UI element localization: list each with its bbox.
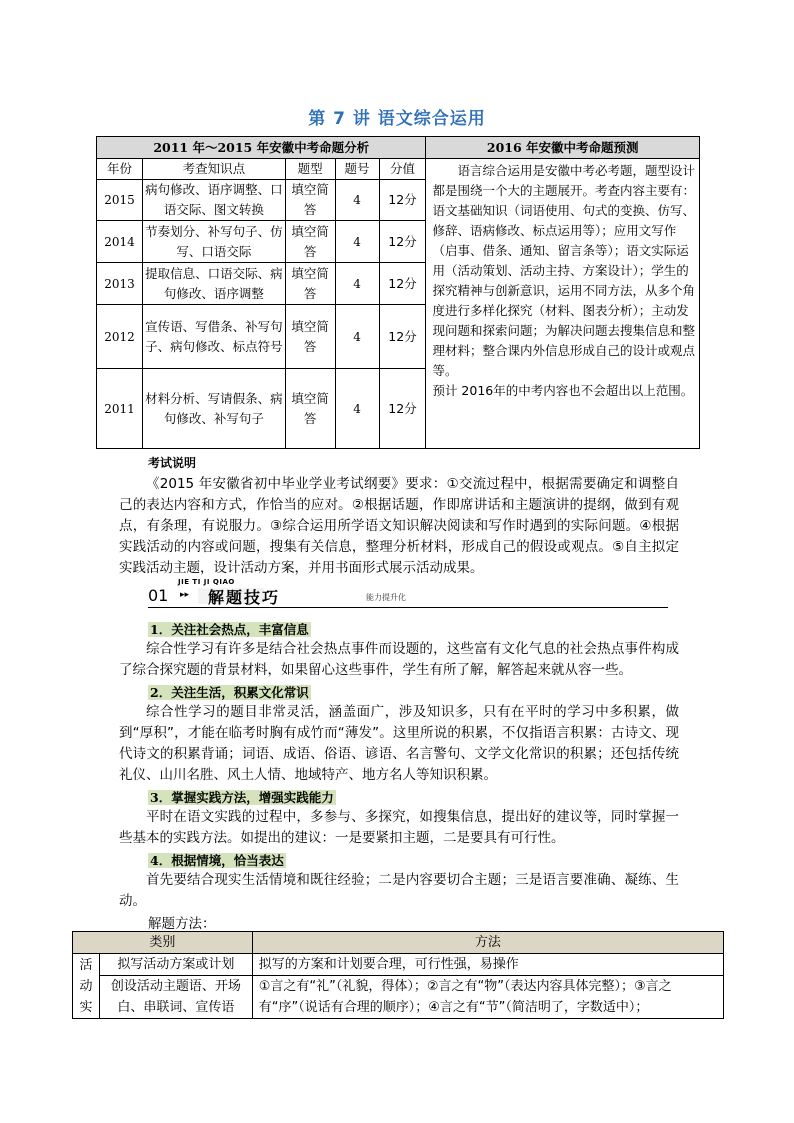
- table-row-year: 2015: [97, 180, 143, 221]
- exam-heading: 考试说明: [148, 456, 197, 470]
- tip-heading: 2．关注生活，积累文化常识: [150, 685, 309, 700]
- table-row-no: 4: [335, 305, 379, 369]
- table-row-type: 填空简答: [285, 305, 335, 369]
- tip-text: 平时在语文实践的过程中，多参与、多探究，如搜集信息，提出好的建议等，同时掌握一些基本的实践方法。如提出的建议：一是要紧扣主题，二是要具有可行性。: [119, 809, 679, 846]
- table-row-no: 4: [335, 263, 379, 305]
- prediction-header: 2016 年安徽中考命题预测: [426, 137, 700, 159]
- table-row-score: 12分: [379, 221, 426, 263]
- table-row-points: 宣传语、写借条、补写句子、病句修改、标点符号: [142, 305, 285, 369]
- table-row-score: 12分: [379, 180, 426, 221]
- table-row-score: 12分: [379, 369, 426, 449]
- table-row-no: 4: [335, 369, 379, 449]
- col-score: 分值: [379, 159, 426, 180]
- col-method: 方法: [252, 932, 723, 954]
- col-type: 题型: [285, 159, 335, 180]
- table-row-year: 2011: [97, 369, 143, 449]
- category-group: 活动实: [73, 954, 100, 1019]
- table-row-score: 12分: [379, 263, 426, 305]
- table-row-no: 4: [335, 221, 379, 263]
- tip-text: 首先要结合现实生活情境和既往经验；二是内容要切合主题；三是语言要准确、凝练、生动。: [119, 872, 679, 909]
- table-row-method: ①言之有“礼”（礼貌，得体）；②言之有“物”（表达内容具体完整）；③言之有“序”（说话有合理的顺序）；④言之有“节”（简洁明了，字数适中）；: [252, 976, 723, 1019]
- table-row-method: 拟写的方案和计划要合理，可行性强，易操作: [252, 954, 723, 976]
- tip-text: 综合性学习的题目非常灵活，涵盖面广，涉及知识多，只有在平时的学习中多积累，做到“厚积”，才能在临考时胸有成竹而“薄发”。这里所说的积累，不仅指语言积累：古诗文、现代诗文的积累背诵；词语、成语、俗语、谚语、名言警句、文学文化常识的积累；还包括传统礼仪、山川名胜、风土人情、地域特产、地方名人等知识积累。: [119, 704, 679, 783]
- col-points: 考查知识点: [142, 159, 285, 180]
- double-arrow-icon: ▸▸: [180, 590, 190, 600]
- table-row-type: 填空简答: [285, 221, 335, 263]
- prediction-text: 语言综合运用是安徽中考必考题，题型设计都是围绕一个大的主题展开。考查内容主要有：语文基础知识（词语使用、句式的变换、仿写、修辞、语病修改、标点运用等）；应用文写作（启事、借条、通知、留言条等）；语文实际运用（活动策划、活动主持、方案设计）；学生的探究精神与创新意识，运用不同方法，从多个角度进行多样化探究（材料、图表分析）；主动发现问题和探索问题；为解决问题去搜集信息和整理材料；整合课内外信息形成自己的设计或观点等。 预计 2016年的中考内容也不会超出以上范围。: [426, 159, 700, 449]
- banner-rule: [148, 607, 668, 608]
- banner-title: 解题技巧: [208, 588, 281, 607]
- table-row-type: 拟写活动方案或计划: [99, 954, 252, 976]
- table-row-year: 2012: [97, 305, 143, 369]
- table-row-year: 2013: [97, 263, 143, 305]
- table-row-points: 节奏划分、补写句子、仿写、口语交际: [142, 221, 285, 263]
- banner-subtitle: 能力提升化: [366, 593, 406, 602]
- banner-number: 01: [148, 586, 169, 605]
- methods-table: [72, 931, 724, 1019]
- table-row-score: 12分: [379, 305, 426, 369]
- table-row-type: 填空简答: [285, 180, 335, 221]
- table-row-year: 2014: [97, 221, 143, 263]
- banner-pinyin: JIE TI JI QIAO: [178, 578, 235, 586]
- col-year: 年份: [97, 159, 143, 180]
- table-row-points: 病句修改、语序调整、口语交际、图文转换: [142, 180, 285, 221]
- page-title: 第 7 讲 语文综合运用: [308, 109, 486, 129]
- col-no: 题号: [335, 159, 379, 180]
- tip-text: 综合性学习有许多是结合社会热点事件而设题的，这些富有文化气息的社会热点事件构成了综合探究题的背景材料，如果留心这些事件，学生有所了解，解答起来就从容一些。: [119, 641, 679, 678]
- tip-heading: 3．掌握实践方法，增强实践能力: [150, 790, 334, 805]
- table-row-type: 填空简答: [285, 369, 335, 449]
- exam-text: 《2015 年安徽省初中毕业学业考试纲要》要求：①交流过程中，根据需要确定和调整自己的表达内容和方式，作恰当的应对。②根据话题，作即席讲话和主题演讲的提纲，做到有观点，有条理，有说服力。③综合运用所学语文知识解决阅读和写作时遇到的实际问题。④根据实践活动的内容或问题，搜集有关信息，整理分析材料，形成自己的假设或观点。⑤自主拟定实践活动主题，设计活动方案，并用书面形式展示活动成果。: [119, 476, 679, 576]
- exam-analysis-table: [96, 136, 700, 449]
- table-row-type: 填空简答: [285, 263, 335, 305]
- table-row-points: 提取信息、口语交际、病句修改、语序调整: [142, 263, 285, 305]
- table-row-no: 4: [335, 180, 379, 221]
- tip-heading: 1．关注社会热点，丰富信息: [150, 622, 309, 637]
- tip-heading: 4．根据情境，恰当表达: [150, 853, 284, 868]
- table-row-points: 材料分析、写请假条、病句修改、补写句子: [142, 369, 285, 449]
- table-row-type: 创设活动主题语、开场白、串联词、宣传语: [99, 976, 252, 1019]
- methods-label: 解题方法：: [148, 916, 216, 932]
- col-category: 类别: [73, 932, 253, 954]
- section-banner: [148, 578, 668, 614]
- analysis-header: 2011 年～2015 年安徽中考命题分析: [97, 137, 426, 159]
